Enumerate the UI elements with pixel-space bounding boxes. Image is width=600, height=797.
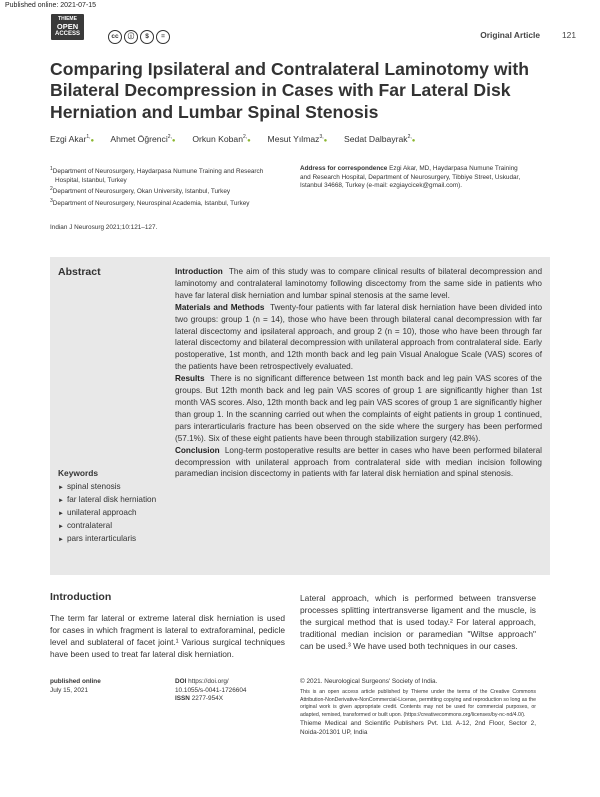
page-number: 121 [562,30,576,40]
abstract-body [175,266,542,480]
correspondence-label: Address for correspondence [300,165,388,172]
article-type: Original Article [480,30,540,40]
issn-value: 2277-954X [191,695,223,703]
doi-value[interactable]: 10.1055/s-0041-1726604 [175,686,247,694]
noncommercial-icon: $ [140,30,154,44]
author-4: Mesut Yılmaz$^{3,}$● [267,134,328,144]
article-title: Comparing Ipsilateral and Contralateral Laminotomy with Bilateral Decompression in Cases with Far Lateral Disk Herniation and Lumbar Spinal Stenosis [50,59,530,122]
issn-label: ISSN [175,695,190,703]
license-text: This is an open access article published by Thieme under the terms of the Creative Commons Attribution-NonDerivative-NonCommercial-License, permitting copying and reproduction so long as the original work is given appropriate credit. Contents may not be used for commercial purposes, or adapted, remixed, transformed or built upon. (https://creativecommons.org/licenses/by-nc-nd/4.0/). [300,688,536,719]
introduction-heading: Introduction [50,591,112,603]
footer-doi [175,678,290,704]
thieme-open-access-badge [51,14,84,40]
keyword-item: ► contralateral [58,520,170,533]
badge-line-2: OPEN [56,21,79,31]
published-label: published online [50,678,101,685]
abstract-introduction: Introduction The aim of this study was to compare clinical results of bilateral decompression and laminotomy and contralateral laminotomy following discectomy from the same side in patients who have far lateral disk herniation and lumbar spinal stenosis at the same level. [175,267,542,300]
published-date: July 15, 2021 [50,686,89,694]
keywords-heading: Keywords [58,468,99,478]
introduction-left-text: The term far lateral or extreme lateral disk herniation is used for cases in which fragment is lateral to extraforaminal, pedicle level and sublateral of facet joint.¹ Various surgical techniques have been used to treat far lateral disk herniation. [50,613,285,660]
keyword-item: ► far lateral disk herniation [58,494,170,507]
copyright: © 2021. Neurological Surgeons' Society of India. [300,678,438,685]
doi-url[interactable]: https://doi.org/ [188,678,229,685]
attribution-icon: ⓘ [124,30,138,44]
badge-line-1: THIEME [58,16,77,22]
author-1: Ezgi Akar$^{1,}$● [50,134,95,144]
affiliation-1: $^1$Department of Neurosurgery, Haydarpasa Numune Training and Research Hospital, Istanbul, Turkey [50,166,264,184]
footer-published [50,678,160,695]
published-online-line: Published online: 2021-07-15 [5,2,97,9]
keywords-block [58,468,170,546]
affiliation-3: $^3$Department of Neurosurgery, Neurospinal Academia, Istanbul, Turkey [50,198,250,208]
license-icons [108,25,172,44]
badge-line-3: ACCESS [54,30,80,37]
author-list [50,134,415,144]
author-2: Ahmet Öğrenci$^{2,}$● [110,134,176,144]
keyword-item: ► pars interarticularis [58,533,170,546]
author-3: Orkun Koban$^{2,}$● [192,134,251,144]
keyword-item: ► spinal stenosis [58,481,170,494]
correspondence-text: Ezgi Akar, MD, Haydarpasa Numune Training and Research Hospital, Department of Neurosurgery, Tibbiye Street, Uskudar, Istanbul 34668, Turkey (e-mail: ezgiaycicek@gmail.com). [300,165,521,190]
author-5: Sedat Dalbayrak$^{2,}$● [344,134,416,144]
affiliation-2: $^2$Department of Neurosurgery, Okan University, Istanbul, Turkey [50,186,231,196]
footer-license [300,678,536,737]
publisher: Thieme Medical and Scientific Publishers Pvt. Ltd. A-12, 2nd Floor, Sector 2, Noida-201301 UP, India [300,720,536,736]
abstract-results: Results There is no significant difference between 1st month back and leg pain VAS scores of the groups. But 12th month back and leg pain VAS scores of group 1 are significantly higher than 1st month VAS scores. Also, 12th month back and leg pain VAS scores of group 1 are significantly higher than group 1. In the scanning carried out when the complaints of eight patients in group 1 continued, pars interarticularis fracture has been observed on the side where the surgery has been performed (57.1%). Six of these eight patients have been through stabilization surgery (42.8%). [175,374,542,443]
abstract-methods: Materials and Methods Twenty-four patients with far lateral disk herniation have been divided into two groups: group 1 (n = 14), those who have been through bilateral canal decompression with far lateral discectomy and ipsilateral approach, and group 2 (n = 10), those who have been through far lateral discectomy and bilateral decompression with unilateral approach from contralateral side. Early postoperative, 1st month, and 12th month back and leg pain Visual Analogue Scale (VAS) scores of the patients have been retrospectively evaluated. [175,302,542,372]
keyword-item: ► unilateral approach [58,507,170,520]
introduction-right-text: Lateral approach, which is performed between transverse processes splitting intertransverse ligament and the muscle, is the surgical method that is used today.² For lateral approach, traditional median incision or paramedian "Wiltse approach" can be used.³ We have used both techniques in our cases. [300,593,536,652]
noderivatives-icon: = [156,30,170,44]
abstract-conclusion: Conclusion Long-term postoperative results are better in cases who have been performed bilateral decompression with unilateral approach from contralateral side with median incision following paramedian incision discectomy in patients with far lateral disk herniation and spinal stenosis. [175,445,542,479]
abstract-heading: Abstract [58,266,101,278]
doi-label: DOI [175,678,187,685]
cc-icon: cc [108,30,122,44]
affiliations [50,165,285,209]
correspondence-address [300,165,522,191]
citation: Indian J Neurosurg 2021;10:121–127. [50,224,158,231]
